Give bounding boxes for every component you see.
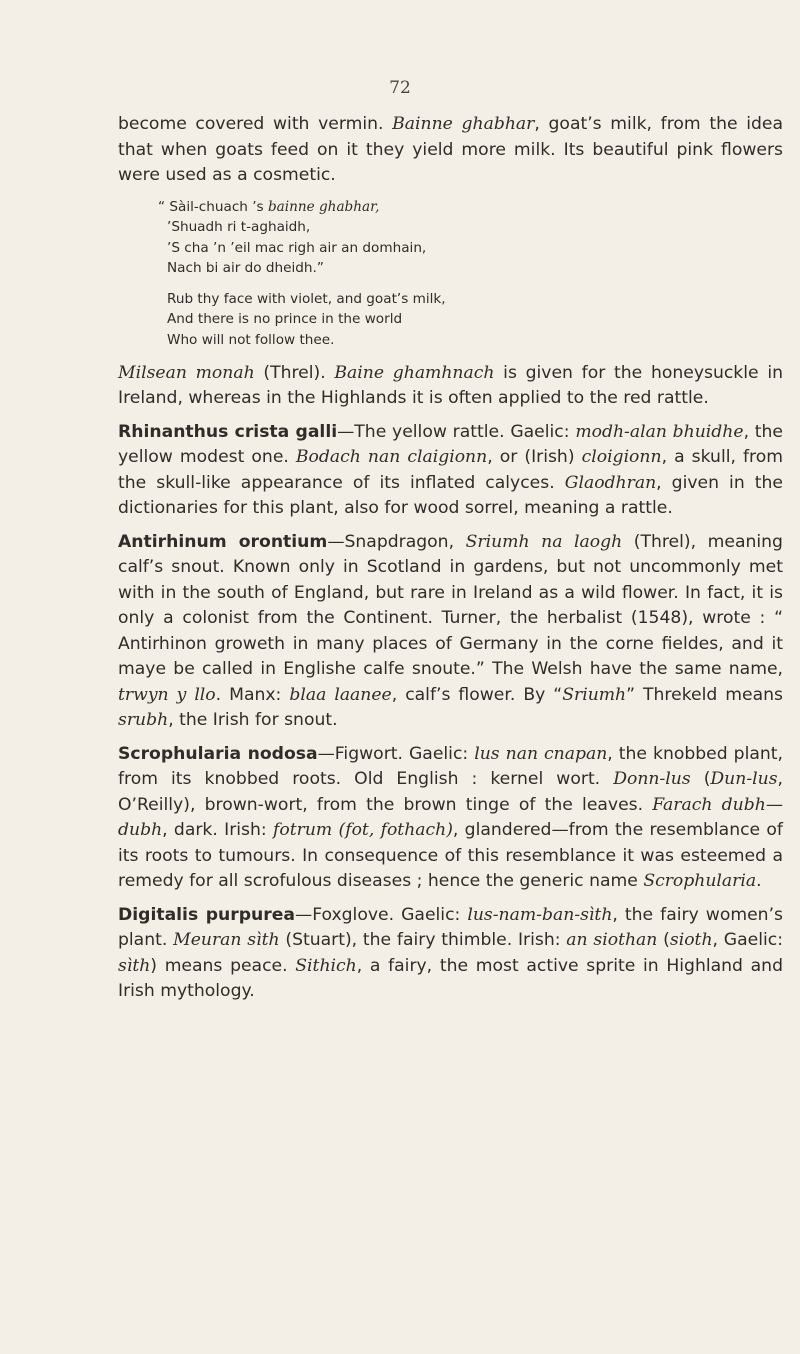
paragraph-digitalis: Digitalis purpurea—Foxglove. Gaelic: lus-nam-ban-sìth, the fairy women’s plant. Meuran sìth (Stuart), the fairy thimble. Irish: an siothan (sioth, Gaelic: sìth) means peace. Sithich, a fairy, the most active sprite in Highland and Irish mythology. xyxy=(118,904,783,1002)
paragraph-milsean: Milsean monah (Threl). Baine ghamhnach is given for the honeysuckle in Ireland, whereas in the Highlands it is often applied to the red rattle. xyxy=(118,362,783,409)
gaelic-verse xyxy=(118,197,783,279)
page-number: 72 xyxy=(389,78,411,98)
verse-line: “ Sàil-chuach ’s bainne ghabhar, xyxy=(158,198,380,215)
verse-line: Who will not follow thee. xyxy=(167,332,335,349)
paragraph-antirhinum: Antirhinum orontium—Snapdragon, Sriumh na laogh (Threl), meaning calf’s snout. Known only in Scotland in gardens, but not uncommonly met with in the south of England, but rare in Ireland as a wild flower. In fact, it is only a colonist from the Continent. Turner, the herbalist (1548), wrote : “ Antirhinon groweth in many places of Germany in the corne fieldes, and it maye be called in Englishe calfe snoute.” The Welsh have the same name, trwyn y llo. Manx: blaa laanee, calf’s flower. By “Sriumh” Threkeld means srubh, the Irish for snout. xyxy=(118,531,783,731)
verse-line: Nach bi air do dheidh.” xyxy=(167,260,324,277)
paragraph-goat-milk: become covered with vermin. Bainne ghabhar, goat’s milk, from the idea that when goats feed on it they yield more milk. Its beautiful pink flowers were used as a cosmetic. xyxy=(118,114,784,185)
paragraph-rhinanthus: Rhinanthus crista galli—The yellow rattle. Gaelic: modh-alan bhuidhe, the yellow modest one. Bodach nan claigionn, or (Irish) cloigionn, a skull, from the skull-like appearance of its inflated calyces. Glaodhran, given in the dictionaries for this plant, also for wood sorrel, meaning a rattle. xyxy=(118,421,784,519)
english-verse xyxy=(118,289,783,351)
paragraph-scrophularia: Scrophularia nodosa—Figwort. Gaelic: lus nan cnapan, the knobbed plant, from its knobbed roots. Old English : kernel wort. Donn-lus (Dun-lus, O’Reilly), brown-wort, from the brown tinge of the leaves. Farach dubh—dubh, dark. Irish: fotrum (fot, fothach), glandered—from the resemblance of its roots to tumours. In consequence of this resemblance it was esteemed a remedy for all scrofulous diseases ; hence the generic name Scrophularia. xyxy=(118,743,783,892)
page-body xyxy=(118,112,783,1013)
verse-line: ’S cha ’n ’eil mac righ air an domhain, xyxy=(167,239,427,256)
verse-line: ’Shuadh ri t-aghaidh, xyxy=(167,219,311,236)
verse-line: And there is no prince in the world xyxy=(167,311,403,328)
verse-line: Rub thy face with violet, and goat’s milk, xyxy=(167,290,446,307)
